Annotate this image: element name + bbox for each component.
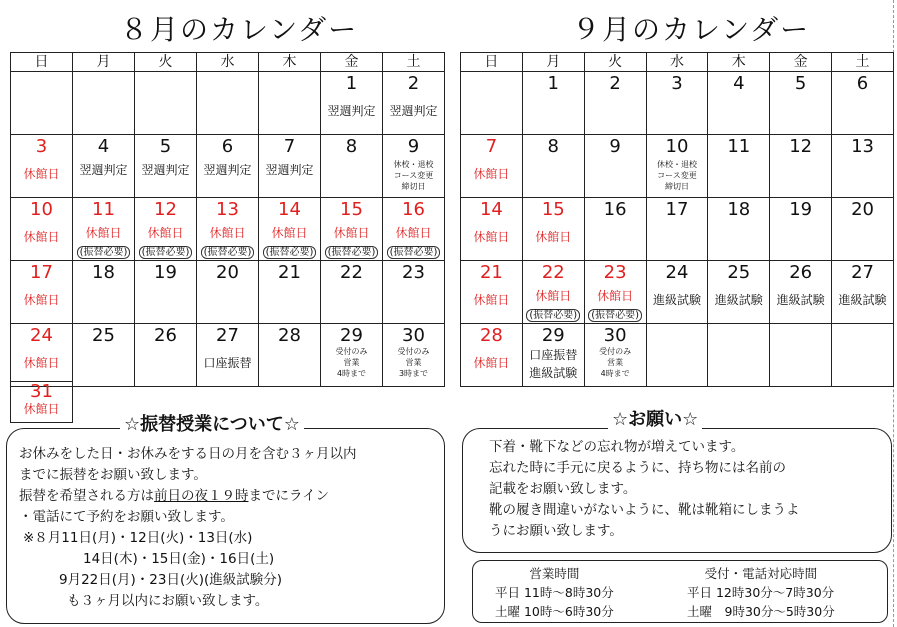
closed-day-note: 休館日	[23, 402, 60, 416]
day-number: 13	[216, 199, 239, 220]
day-cell-empty	[197, 72, 259, 135]
day-cell	[461, 135, 523, 198]
makeup-lesson-box	[6, 428, 445, 624]
day-cell	[522, 324, 584, 387]
text-line: 9月22日(月)・23日(火)(進級試験分)	[59, 572, 283, 588]
day-number: 16	[402, 199, 425, 220]
day-number: 2	[407, 73, 420, 94]
day-number: 17	[665, 199, 689, 220]
day-cell-empty	[259, 72, 321, 135]
day-note: 受付のみ	[599, 347, 632, 356]
request-box	[462, 428, 892, 553]
day-cell	[584, 198, 646, 261]
day-note: 翌週判定	[265, 163, 314, 177]
day-cell	[584, 72, 646, 135]
day-cell	[770, 135, 832, 198]
request-text	[489, 437, 800, 542]
makeup-required-badge: (振替必要)	[77, 246, 131, 259]
text-line: までに振替をお願い致します。	[19, 467, 207, 483]
day-number: 28	[479, 325, 503, 346]
text-line: ・電話にて予約をお願い致します。	[19, 509, 234, 525]
weekday-sun: 日	[11, 53, 73, 72]
hours-box	[472, 560, 888, 623]
day-number: 21	[278, 262, 301, 283]
weekday-sat: 土	[832, 53, 894, 72]
day-number: 21	[479, 262, 503, 283]
day-number: 22	[541, 262, 565, 283]
day-cell	[646, 72, 708, 135]
week-row	[11, 198, 445, 261]
text-line	[19, 486, 357, 507]
day-cell	[832, 198, 894, 261]
day-cell	[11, 135, 73, 198]
day-cell	[646, 135, 708, 198]
day-note: 4時まで	[600, 369, 630, 378]
day-note: 進級試験	[714, 293, 763, 307]
makeup-required-badge: (振替必要)	[139, 246, 193, 259]
day-cell	[259, 261, 321, 324]
day-cell	[383, 135, 445, 198]
day-number: 26	[789, 262, 813, 283]
day-cell	[708, 135, 770, 198]
text-line: 靴の履き間違いがないように、靴は靴箱にしまうよ	[489, 502, 800, 518]
day-number: 5	[794, 73, 807, 94]
day-cell-empty	[646, 324, 708, 387]
day-number: 22	[340, 262, 363, 283]
day-cell	[11, 324, 73, 387]
day-cell-empty	[135, 72, 197, 135]
day-cell	[770, 198, 832, 261]
day-number: 9	[609, 136, 621, 157]
day-number: 6	[221, 136, 234, 157]
day-number: 8	[345, 136, 358, 157]
weekday-fri: 金	[770, 53, 832, 72]
day-cell	[522, 135, 584, 198]
day-cell	[135, 198, 197, 261]
day-number: 25	[727, 262, 751, 283]
day-number: 28	[278, 325, 301, 346]
day-number: 14	[278, 199, 301, 220]
day-cell	[73, 324, 135, 387]
closed-day-note: 休館日	[23, 356, 60, 370]
business-hours-weekday: 平日 11時～8時30分	[495, 585, 614, 600]
day-number: 5	[159, 136, 172, 157]
closed-day-note: 休館日	[333, 226, 370, 240]
day-number: 2	[609, 73, 621, 94]
day-number: 10	[30, 199, 53, 220]
day-cell	[197, 135, 259, 198]
day-number: 26	[154, 325, 177, 346]
day-cell	[197, 198, 259, 261]
reception-hours-weekday: 平日 12時30分～7時30分	[687, 585, 835, 600]
day-number: 23	[402, 262, 425, 283]
weekday-mon: 月	[522, 53, 584, 72]
day-note: 休校・退校	[656, 160, 697, 169]
weekday-thu: 木	[708, 53, 770, 72]
closed-day-note: 休館日	[271, 226, 308, 240]
day-note: 締切日	[401, 182, 426, 191]
day-number: 30	[402, 325, 425, 346]
day-number: 16	[603, 199, 627, 220]
text-line: 14日(木)・15日(金)・16日(土)	[83, 551, 275, 567]
day-cell	[584, 324, 646, 387]
day-cell	[11, 198, 73, 261]
makeup-required-badge: (振替必要)	[387, 246, 441, 259]
day-cell	[461, 198, 523, 261]
day-cell	[708, 72, 770, 135]
weekday-wed: 水	[197, 53, 259, 72]
week-row	[11, 324, 445, 387]
day-cell	[10, 381, 73, 423]
day-note: 翌週判定	[389, 104, 438, 118]
day-cell-empty	[832, 324, 894, 387]
closed-day-note: 休館日	[85, 226, 122, 240]
day-number: 1	[345, 73, 358, 94]
day-number: 3	[35, 136, 48, 157]
week-row	[461, 72, 894, 135]
day-cell	[73, 198, 135, 261]
day-cell	[73, 261, 135, 324]
closed-day-note: 休館日	[473, 356, 510, 370]
closed-day-note: 休館日	[23, 230, 60, 244]
closed-day-note: 休館日	[147, 226, 184, 240]
text-line: も３ヶ月以内にお願い致します。	[67, 593, 269, 609]
day-note: 口座振替	[203, 356, 252, 370]
request-title: ☆お願い☆	[608, 405, 702, 431]
day-note: 営業	[405, 358, 422, 367]
text-line: お休みをした日・お休みをする日の月を含む３ヶ月以内	[19, 446, 357, 462]
day-cell	[383, 198, 445, 261]
closed-day-note: 休館日	[473, 293, 510, 307]
day-note: 休校・退校	[393, 160, 434, 169]
makeup-required-badge: (振替必要)	[263, 246, 317, 259]
week-row	[461, 261, 894, 324]
day-note: 受付のみ	[335, 347, 368, 356]
day-cell	[11, 261, 73, 324]
day-number: 8	[547, 136, 559, 157]
day-number: 10	[665, 136, 689, 157]
weekday-header-row	[461, 53, 894, 72]
day-number: 24	[665, 262, 689, 283]
day-cell	[321, 135, 383, 198]
day-cell	[73, 135, 135, 198]
day-note: 翌週判定	[203, 163, 252, 177]
day-cell	[522, 198, 584, 261]
day-note: コース変更	[393, 171, 434, 180]
weekday-tue: 火	[584, 53, 646, 72]
day-cell	[708, 198, 770, 261]
day-cell	[461, 324, 523, 387]
day-cell	[832, 135, 894, 198]
makeup-lesson-text	[19, 444, 357, 612]
day-number: 11	[92, 199, 115, 220]
day-note: 締切日	[664, 182, 689, 191]
day-number: 24	[30, 325, 53, 346]
september-title: ９月のカレンダー	[572, 13, 811, 46]
text-line: 下着・靴下などの忘れ物が増えています。	[489, 439, 745, 455]
day-cell	[135, 324, 197, 387]
day-cell	[259, 198, 321, 261]
closed-day-note: 休館日	[535, 289, 572, 303]
day-number: 30	[603, 325, 627, 346]
weekday-wed: 水	[646, 53, 708, 72]
day-number: 17	[30, 262, 53, 283]
reception-hours-saturday: 土曜 9時30分～5時30分	[687, 604, 835, 619]
day-note: 営業	[607, 358, 624, 367]
business-hours	[495, 564, 614, 621]
day-cell	[770, 261, 832, 324]
day-cell	[321, 261, 383, 324]
reception-hours	[687, 564, 835, 621]
day-number: 19	[789, 199, 813, 220]
day-number: 6	[856, 73, 869, 94]
day-note: 営業	[343, 358, 360, 367]
text-span: までにライン	[248, 488, 330, 504]
day-cell-empty	[708, 324, 770, 387]
day-cell	[522, 261, 584, 324]
day-number: 3	[671, 73, 683, 94]
text-line: 記載をお願い致します。	[489, 481, 637, 497]
day-number: 12	[789, 136, 813, 157]
text-line: うにお願い致します。	[489, 523, 623, 539]
august-calendar	[10, 52, 445, 387]
day-cell	[135, 261, 197, 324]
day-number: 13	[851, 136, 874, 157]
august-title: ８月のカレンダー	[120, 13, 359, 46]
closed-day-note: 休館日	[209, 226, 246, 240]
weekday-mon: 月	[73, 53, 135, 72]
day-note: 進級試験	[652, 293, 701, 307]
closed-day-note: 休館日	[23, 167, 60, 181]
makeup-required-badge: (振替必要)	[201, 246, 255, 259]
day-cell	[383, 72, 445, 135]
day-note: 口座振替	[529, 348, 578, 362]
day-number: 12	[154, 199, 177, 220]
day-cell	[584, 261, 646, 324]
day-note: 翌週判定	[79, 163, 128, 177]
september-calendar	[460, 52, 894, 387]
day-cell	[197, 324, 259, 387]
day-cell	[321, 72, 383, 135]
week-row	[11, 72, 445, 135]
day-cell-empty	[770, 324, 832, 387]
week-row	[11, 135, 445, 198]
day-number: 27	[851, 262, 874, 283]
day-number: 23	[603, 262, 627, 283]
day-cell-empty	[11, 72, 73, 135]
day-note: 進級試験	[529, 366, 578, 380]
weekday-fri: 金	[321, 53, 383, 72]
day-cell-empty	[461, 72, 523, 135]
day-cell	[646, 198, 708, 261]
day-number: 4	[733, 73, 745, 94]
text-span: 振替を希望される方は	[19, 488, 154, 504]
day-number: 19	[154, 262, 177, 283]
day-number: 20	[216, 262, 239, 283]
day-cell	[259, 324, 321, 387]
day-cell	[770, 72, 832, 135]
day-number: 11	[727, 136, 751, 157]
text-line: ※８月11日(月)・12日(火)・13日(水)	[23, 530, 253, 546]
weekday-sat: 土	[383, 53, 445, 72]
day-cell	[383, 261, 445, 324]
day-note: 翌週判定	[141, 163, 190, 177]
weekday-header-row	[11, 53, 445, 72]
day-number: 20	[851, 199, 874, 220]
weekday-sun: 日	[461, 53, 523, 72]
closed-day-note: 休館日	[473, 230, 510, 244]
business-hours-saturday: 土曜 10時～6時30分	[495, 604, 614, 619]
week-row	[461, 198, 894, 261]
day-cell	[708, 261, 770, 324]
day-number: 31	[30, 381, 53, 402]
week-row	[11, 261, 445, 324]
day-note: 4時まで	[336, 369, 367, 378]
weekday-tue: 火	[135, 53, 197, 72]
day-cell	[832, 72, 894, 135]
day-number: 15	[541, 199, 565, 220]
day-number: 1	[547, 73, 559, 94]
closed-day-note: 休館日	[597, 289, 634, 303]
text-line: 忘れた時に手元に戻るように、持ち物には名前の	[489, 460, 786, 476]
week-row	[461, 324, 894, 387]
day-cell-empty	[73, 72, 135, 135]
day-number: 4	[97, 136, 110, 157]
day-note: 進級試験	[776, 293, 825, 307]
day-cell	[383, 324, 445, 387]
day-note: 3時まで	[398, 369, 429, 378]
day-number: 18	[92, 262, 115, 283]
day-cell	[321, 198, 383, 261]
day-number: 15	[340, 199, 363, 220]
day-cell	[197, 261, 259, 324]
day-cell	[646, 261, 708, 324]
reception-hours-title: 受付・電話対応時間	[704, 566, 818, 581]
day-cell	[522, 72, 584, 135]
day-cell	[259, 135, 321, 198]
day-number: 7	[485, 136, 498, 157]
day-number: 29	[340, 325, 363, 346]
makeup-lesson-title: ☆振替授業について☆	[120, 410, 304, 436]
day-number: 27	[216, 325, 239, 346]
weekday-thu: 木	[259, 53, 321, 72]
day-cell	[461, 261, 523, 324]
closed-day-note: 休館日	[395, 226, 432, 240]
closed-day-note: 休館日	[23, 293, 60, 307]
day-number: 29	[541, 325, 565, 346]
day-number: 7	[283, 136, 296, 157]
week-row	[461, 135, 894, 198]
makeup-required-badge: (振替必要)	[325, 246, 379, 259]
makeup-required-badge: (振替必要)	[588, 309, 642, 322]
day-cell	[135, 135, 197, 198]
closed-day-note: 休館日	[473, 167, 510, 181]
day-number: 18	[727, 199, 751, 220]
makeup-required-badge: (振替必要)	[526, 309, 580, 322]
day-note: コース変更	[657, 171, 697, 180]
day-note: 翌週判定	[327, 104, 376, 118]
day-number: 14	[479, 199, 503, 220]
day-number: 25	[92, 325, 115, 346]
day-cell	[321, 324, 383, 387]
business-hours-title: 営業時間	[529, 566, 580, 581]
day-note: 進級試験	[838, 293, 887, 307]
day-note: 受付のみ	[397, 347, 430, 356]
day-number: 9	[407, 136, 420, 157]
day-cell	[832, 261, 894, 324]
closed-day-note: 休館日	[535, 230, 572, 244]
deadline-underlined: 前日の夜１９時	[154, 488, 249, 504]
day-cell	[584, 135, 646, 198]
